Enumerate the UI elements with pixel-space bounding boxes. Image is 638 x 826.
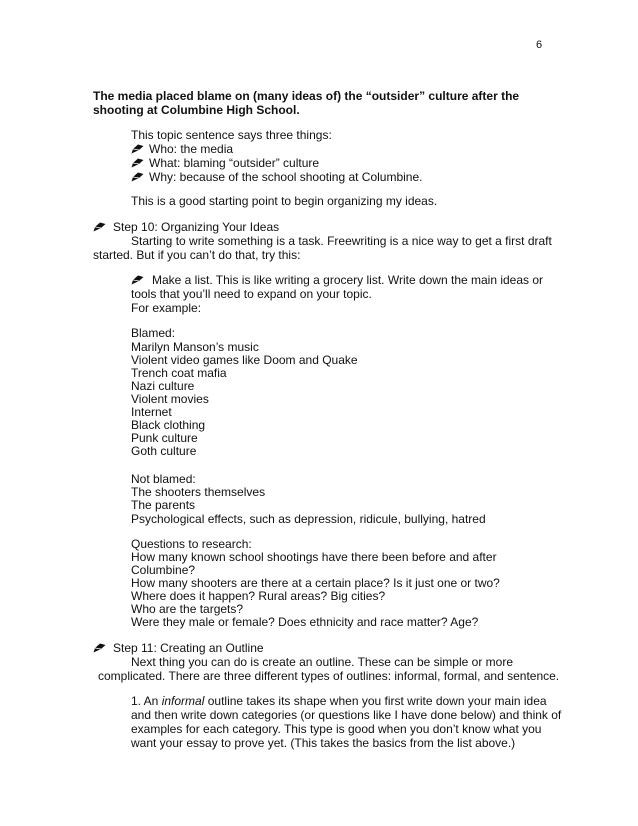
step10-para-line-1: Starting to write something is a task. Freewriting is a nice way to get a first draft xyxy=(131,234,552,248)
blamed-header: Blamed: xyxy=(131,326,176,340)
step11-para-line-1: Next thing you can do is create an outline. These can be simple or more xyxy=(131,655,513,669)
not-blamed-header: Not blamed: xyxy=(131,472,196,486)
list-item: How many shooters are there at a certain place? Is it just one or two? xyxy=(131,576,500,590)
page-number: 6 xyxy=(536,39,543,51)
list-item: Who are the targets? xyxy=(131,602,244,616)
list-item: Nazi culture xyxy=(131,379,195,393)
outline-item-1-italic: informal xyxy=(161,694,205,708)
step11-title-text: Step 11: Creating an Outline xyxy=(113,641,264,655)
outline-item-1-line-3: examples for each category. This type is good when you don’t know what you xyxy=(131,722,542,736)
topic-intro: This topic sentence says three things: xyxy=(131,128,332,142)
pen-bullet-icon xyxy=(93,222,106,232)
outline-item-1-prefix: 1. An xyxy=(131,694,162,708)
list-item: How many known school shootings have there been before and after xyxy=(131,550,497,564)
outline-item-1-line-2: and then write down categories (or questions like I have done below) and think of xyxy=(131,708,562,722)
list-item: Columbine? xyxy=(131,563,196,577)
list-item: Violent movies xyxy=(131,392,209,406)
list-item: Internet xyxy=(131,405,172,419)
pen-bullet-icon xyxy=(131,144,144,154)
step10-list-line-2: tools that you’ll need to expand on your topic. xyxy=(131,287,372,301)
list-item: Marilyn Manson’s music xyxy=(131,340,259,354)
step10-list-text: Make a list. This is like writing a grocery list. Write down the main ideas or xyxy=(152,273,544,287)
step10-title-text: Step 10: Organizing Your Ideas xyxy=(113,220,280,234)
pen-bullet-icon xyxy=(131,275,144,285)
list-item: The parents xyxy=(131,498,196,512)
list-item: Were they male or female? Does ethnicity and race matter? Age? xyxy=(131,615,479,629)
topic-bullet-text: Why: because of the school shooting at Columbine. xyxy=(149,170,423,184)
pen-bullet-icon xyxy=(131,158,144,168)
step10-para-line-2: started. But if you can’t do that, try this: xyxy=(93,248,301,262)
list-item: Psychological effects, such as depression, ridicule, bullying, hatred xyxy=(131,512,486,526)
heading-line-2: shooting at Columbine High School. xyxy=(93,103,300,117)
list-item: Black clothing xyxy=(131,418,206,432)
list-item: Where does it happen? Rural areas? Big cities? xyxy=(131,589,386,603)
list-item: The shooters themselves xyxy=(131,485,266,499)
questions-header: Questions to research: xyxy=(131,537,252,551)
pen-bullet-icon xyxy=(131,172,144,182)
topic-bullet-text: Who: the media xyxy=(149,142,234,156)
pen-bullet-icon xyxy=(93,643,106,653)
topic-closing: This is a good starting point to begin organizing my ideas. xyxy=(131,194,438,208)
outline-item-1-line-1 xyxy=(131,694,547,708)
list-item: Trench coat mafia xyxy=(131,366,227,380)
outline-item-1-line-4: want your essay to prove yet. (This takes the basics from the list above.) xyxy=(131,736,516,750)
list-item: Punk culture xyxy=(131,431,198,445)
step10-list-line-3: For example: xyxy=(131,301,202,315)
list-item: Violent video games like Doom and Quake xyxy=(131,353,358,367)
topic-bullet-text: What: blaming “outsider” culture xyxy=(149,156,320,170)
outline-item-1-rest: outline takes its shape when you first write down your main idea xyxy=(204,694,547,708)
step11-para-line-2: complicated. There are three different types of outlines: informal, formal, and sentence. xyxy=(98,669,560,683)
list-item: Goth culture xyxy=(131,444,197,458)
heading-line-1: The media placed blame on (many ideas of) the “outsider” culture after the xyxy=(93,89,520,103)
